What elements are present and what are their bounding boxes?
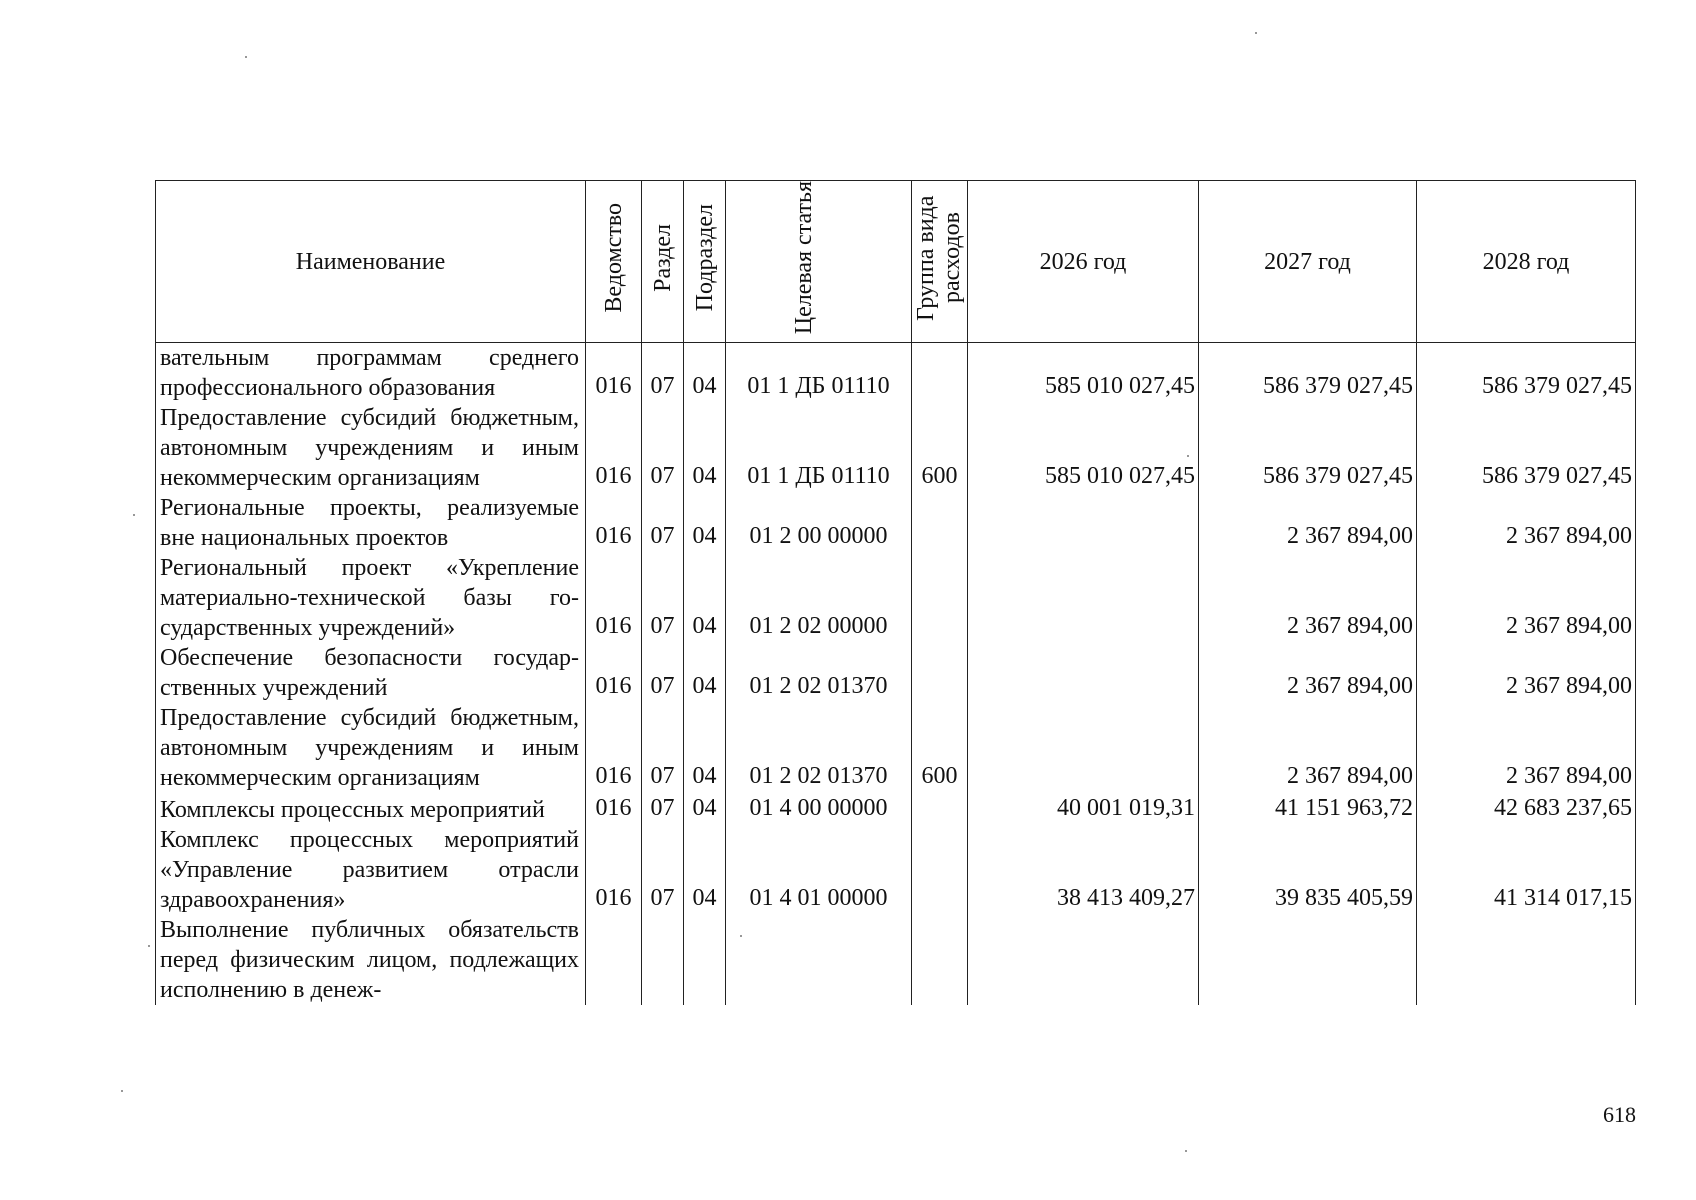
cell-sum-2028: 2 367 894,00 <box>1417 493 1636 553</box>
cell-vedomstvo: 016 <box>586 403 642 493</box>
cell-vedomstvo: 016 <box>586 343 642 404</box>
scan-speck <box>1255 32 1257 34</box>
header-2028: 2028 год <box>1417 181 1636 343</box>
header-razdel: Раздел <box>642 181 684 343</box>
header-gruppa-vida-rashodov: Группа вида расходов <box>912 181 968 343</box>
cell-sum-2026 <box>968 643 1199 703</box>
cell-vedomstvo: 016 <box>586 793 642 825</box>
cell-name: Выполнение публичных обязательств перед физическим лицом, подлежащих исполнению в денеж- <box>156 915 586 1005</box>
cell-celevaya-statya: 01 2 00 00000 <box>726 493 912 553</box>
cell-sum-2027: 586 379 027,45 <box>1199 403 1417 493</box>
cell-sum-2028: 2 367 894,00 <box>1417 553 1636 643</box>
cell-podrazdel: 04 <box>684 825 726 915</box>
cell-razdel: 07 <box>642 403 684 493</box>
cell-vedomstvo: 016 <box>586 553 642 643</box>
scan-speck <box>148 945 150 947</box>
header-celevaya-statya: Целевая статья <box>726 181 912 343</box>
cell-sum-2026: 585 010 027,45 <box>968 343 1199 404</box>
header-podrazdel: Подраздел <box>684 181 726 343</box>
cell-podrazdel: 04 <box>684 703 726 793</box>
page-number: 618 <box>1603 1102 1636 1127</box>
cell-celevaya-statya: 01 4 00 00000 <box>726 793 912 825</box>
cell-sum-2027: 2 367 894,00 <box>1199 553 1417 643</box>
cell-name: вательным программам среднего профессионального образования <box>156 343 586 404</box>
cell-razdel <box>642 915 684 1005</box>
cell-podrazdel: 04 <box>684 403 726 493</box>
header-2026: 2026 год <box>968 181 1199 343</box>
cell-celevaya-statya: 01 2 02 00000 <box>726 553 912 643</box>
cell-sum-2028: 586 379 027,45 <box>1417 343 1636 404</box>
scan-speck <box>1185 1150 1187 1152</box>
cell-celevaya-statya: 01 2 02 01370 <box>726 643 912 703</box>
cell-sum-2027: 41 151 963,72 <box>1199 793 1417 825</box>
cell-celevaya-statya: 01 1 ДБ 01110 <box>726 343 912 404</box>
cell-vedomstvo <box>586 915 642 1005</box>
cell-razdel: 07 <box>642 703 684 793</box>
cell-sum-2028: 2 367 894,00 <box>1417 703 1636 793</box>
table-row <box>156 793 1636 825</box>
cell-name: Обеспечение безопасности государственных учреждений <box>156 643 586 703</box>
cell-sum-2028: 41 314 017,15 <box>1417 825 1636 915</box>
header-2027: 2027 год <box>1199 181 1417 343</box>
cell-sum-2026 <box>968 915 1199 1005</box>
table-header <box>156 181 1636 343</box>
cell-name: Предоставление субсидий бюджетным, автономным учреждениям и иным некоммерческим организациям <box>156 703 586 793</box>
cell-celevaya-statya: 01 1 ДБ 01110 <box>726 403 912 493</box>
cell-name: Региональные проекты, реализуемые вне национальных проектов <box>156 493 586 553</box>
cell-podrazdel: 04 <box>684 493 726 553</box>
cell-gruppa-vida-rashodov <box>912 915 968 1005</box>
cell-podrazdel: 04 <box>684 793 726 825</box>
scan-speck <box>121 1090 123 1092</box>
table-body <box>156 343 1636 1006</box>
cell-sum-2026 <box>968 493 1199 553</box>
table-row <box>156 343 1636 404</box>
cell-vedomstvo: 016 <box>586 493 642 553</box>
cell-sum-2028: 2 367 894,00 <box>1417 643 1636 703</box>
header-vedomstvo: Ведомство <box>586 181 642 343</box>
cell-sum-2026 <box>968 553 1199 643</box>
cell-sum-2027: 2 367 894,00 <box>1199 643 1417 703</box>
cell-sum-2027: 2 367 894,00 <box>1199 703 1417 793</box>
table-row <box>156 643 1636 703</box>
cell-celevaya-statya: 01 2 02 01370 <box>726 703 912 793</box>
cell-sum-2028: 586 379 027,45 <box>1417 403 1636 493</box>
cell-podrazdel: 04 <box>684 553 726 643</box>
cell-celevaya-statya: 01 4 01 00000 <box>726 825 912 915</box>
scan-speck <box>245 56 247 58</box>
cell-gruppa-vida-rashodov: 600 <box>912 703 968 793</box>
cell-razdel: 07 <box>642 643 684 703</box>
cell-sum-2027 <box>1199 915 1417 1005</box>
cell-vedomstvo: 016 <box>586 825 642 915</box>
table-row <box>156 825 1636 915</box>
cell-razdel: 07 <box>642 825 684 915</box>
cell-vedomstvo: 016 <box>586 703 642 793</box>
cell-sum-2028 <box>1417 915 1636 1005</box>
cell-sum-2027: 586 379 027,45 <box>1199 343 1417 404</box>
cell-razdel: 07 <box>642 553 684 643</box>
cell-gruppa-vida-rashodov <box>912 553 968 643</box>
cell-razdel: 07 <box>642 343 684 404</box>
table-row <box>156 493 1636 553</box>
cell-celevaya-statya <box>726 915 912 1005</box>
cell-sum-2027: 39 835 405,59 <box>1199 825 1417 915</box>
scan-speck <box>1187 455 1189 457</box>
table-row <box>156 915 1636 1005</box>
cell-sum-2026 <box>968 703 1199 793</box>
cell-razdel: 07 <box>642 493 684 553</box>
cell-gruppa-vida-rashodov <box>912 343 968 404</box>
cell-name: Комплексы процессных мероприятий <box>156 793 586 825</box>
cell-sum-2027: 2 367 894,00 <box>1199 493 1417 553</box>
cell-gruppa-vida-rashodov <box>912 493 968 553</box>
cell-sum-2026: 585 010 027,45 <box>968 403 1199 493</box>
scan-speck <box>133 514 135 516</box>
cell-gruppa-vida-rashodov <box>912 793 968 825</box>
cell-name: Предоставление субсидий бюджетным, автономным учреждениям и иным некоммерческим организациям <box>156 403 586 493</box>
table-row <box>156 553 1636 643</box>
cell-gruppa-vida-rashodov <box>912 643 968 703</box>
cell-gruppa-vida-rashodov: 600 <box>912 403 968 493</box>
table-row <box>156 403 1636 493</box>
scan-speck <box>740 935 742 937</box>
header-name: Наименование <box>156 181 586 343</box>
cell-sum-2026: 40 001 019,31 <box>968 793 1199 825</box>
cell-podrazdel <box>684 915 726 1005</box>
cell-gruppa-vida-rashodov <box>912 825 968 915</box>
cell-podrazdel: 04 <box>684 343 726 404</box>
cell-podrazdel: 04 <box>684 643 726 703</box>
cell-sum-2026: 38 413 409,27 <box>968 825 1199 915</box>
cell-name: Комплекс процессных мероприятий «Управление развитием отрасли здравоохранения» <box>156 825 586 915</box>
cell-vedomstvo: 016 <box>586 643 642 703</box>
budget-table <box>155 180 1636 1005</box>
header-row <box>156 181 1636 343</box>
cell-sum-2028: 42 683 237,65 <box>1417 793 1636 825</box>
cell-razdel: 07 <box>642 793 684 825</box>
cell-name: Региональный проект «Укрепление материально-технической базы государственных учреждений» <box>156 553 586 643</box>
table-row <box>156 703 1636 793</box>
